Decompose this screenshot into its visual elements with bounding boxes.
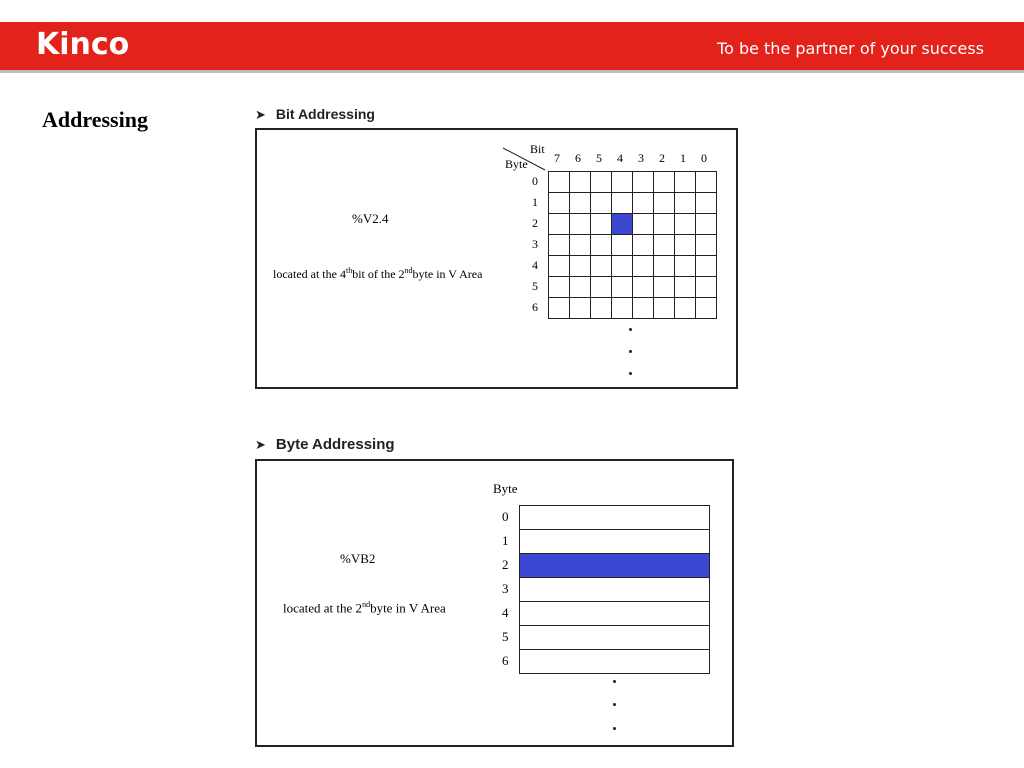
byte-row-label: 3 (532, 237, 538, 251)
bit-cell (590, 297, 612, 319)
continuation-dot (629, 372, 632, 375)
bit-cell (632, 276, 654, 298)
bit-cell (590, 213, 612, 235)
byte-addressing-heading (255, 436, 395, 453)
bit-column-label: 5 (596, 151, 602, 165)
byte-row (519, 505, 710, 530)
bit-cell (674, 192, 696, 214)
continuation-dot (629, 328, 632, 331)
bit-cell (632, 234, 654, 256)
byte-row (519, 577, 710, 602)
bit-cell (590, 276, 612, 298)
continuation-dot (613, 680, 616, 683)
byte-row-label: 5 (502, 629, 509, 644)
tagline: To be the partner of your success (717, 39, 984, 58)
bit-cell (632, 255, 654, 277)
byte-address-description (283, 600, 446, 616)
bit-cell (653, 297, 675, 319)
bit-cell (695, 255, 717, 277)
byte-row-label: 5 (532, 279, 538, 293)
page-title: Addressing (42, 107, 148, 132)
byte-row-label: 1 (502, 533, 509, 548)
bit-cell (611, 297, 633, 319)
bit-column-label: 1 (680, 151, 686, 165)
bit-cell (695, 213, 717, 235)
bit-column-label: 4 (617, 151, 623, 165)
bit-cell (653, 192, 675, 214)
bit-cell (569, 171, 591, 193)
bit-addressing-panel (255, 128, 738, 389)
arrow-bullet-icon: ➤ (255, 437, 266, 452)
bit-cell (674, 171, 696, 193)
byte-row-label: 2 (532, 216, 538, 230)
highlighted-bit-cell (611, 213, 633, 235)
bit-cell (695, 276, 717, 298)
bit-address-label: %V2.4 (352, 211, 389, 226)
byte-column-label: Byte (493, 481, 518, 496)
bit-cell (611, 255, 633, 277)
highlighted-byte-row (519, 553, 710, 578)
bit-cell (548, 297, 570, 319)
bit-desc-pre: located at the 4 (273, 267, 346, 281)
bit-cell (674, 234, 696, 256)
bit-cell (674, 213, 696, 235)
bit-cell (611, 171, 633, 193)
bit-desc-sup2: nd (404, 266, 413, 275)
byte-row-label: 2 (502, 557, 509, 572)
bit-cell (548, 255, 570, 277)
header-divider (0, 70, 1024, 73)
bit-address-description (273, 266, 482, 282)
bit-desc-post: byte in V Area (412, 267, 483, 281)
continuation-dot (613, 703, 616, 706)
bit-cell (569, 297, 591, 319)
corner-bit-label: Bit (530, 142, 545, 156)
byte-row-label: 4 (532, 258, 538, 272)
byte-desc-pre: located at the 2 (283, 600, 363, 616)
bit-cell (548, 276, 570, 298)
bit-addressing-heading-label: Bit Addressing (275, 106, 375, 122)
byte-row-label: 1 (532, 195, 538, 209)
byte-desc-post: byte in V Area (370, 600, 446, 616)
byte-row-label: 4 (502, 605, 509, 620)
byte-addressing-heading-label: Byte Addressing (275, 436, 395, 453)
byte-row-label: 6 (532, 300, 538, 314)
byte-row-label: 6 (502, 653, 509, 668)
bit-addressing-heading (255, 106, 375, 123)
bit-cell (674, 255, 696, 277)
byte-desc-sup: nd (362, 600, 371, 609)
bit-cell (632, 192, 654, 214)
bit-cell (590, 171, 612, 193)
byte-row-label: 0 (532, 174, 538, 188)
bit-cell (590, 234, 612, 256)
byte-row-label: 0 (502, 509, 509, 524)
kinco-logo: Kinco (36, 27, 130, 62)
bit-cell (653, 255, 675, 277)
bit-cell (695, 171, 717, 193)
bit-cell (590, 192, 612, 214)
bit-cell (548, 234, 570, 256)
byte-addressing-panel (255, 459, 734, 747)
bit-cell (632, 213, 654, 235)
bit-cell (653, 213, 675, 235)
bit-cell (632, 171, 654, 193)
continuation-dot (629, 350, 632, 353)
bit-cell (674, 297, 696, 319)
bit-column-label: 7 (554, 151, 560, 165)
byte-row (519, 601, 710, 626)
bit-column-label: 3 (638, 151, 644, 165)
bit-column-label: 0 (701, 151, 707, 165)
bit-cell (695, 297, 717, 319)
byte-row-label: 3 (502, 581, 509, 596)
bit-cell (548, 192, 570, 214)
bit-cell (611, 192, 633, 214)
bit-cell (611, 234, 633, 256)
bit-desc-sup1: th (345, 266, 353, 275)
bit-cell (548, 213, 570, 235)
bit-cell (569, 276, 591, 298)
bit-cell (548, 171, 570, 193)
bit-cell (611, 276, 633, 298)
bit-cell (632, 297, 654, 319)
bit-cell (569, 234, 591, 256)
bit-cell (569, 192, 591, 214)
corner-diagonal-line (501, 146, 549, 174)
bit-cell (674, 276, 696, 298)
continuation-dot (613, 727, 616, 730)
bit-cell (695, 192, 717, 214)
byte-row (519, 529, 710, 554)
bit-cell (653, 276, 675, 298)
bit-cell (569, 255, 591, 277)
byte-row (519, 649, 710, 674)
bit-cell (653, 234, 675, 256)
bit-column-label: 2 (659, 151, 665, 165)
bit-cell (695, 234, 717, 256)
byte-address-label: %VB2 (340, 551, 376, 566)
bit-cell (569, 213, 591, 235)
bit-desc-mid: bit of the 2 (352, 267, 405, 281)
bit-column-label: 6 (575, 151, 581, 165)
bit-cell (653, 171, 675, 193)
byte-row (519, 625, 710, 650)
arrow-bullet-icon: ➤ (255, 107, 266, 122)
bit-cell (590, 255, 612, 277)
corner-byte-label: Byte (505, 157, 528, 171)
